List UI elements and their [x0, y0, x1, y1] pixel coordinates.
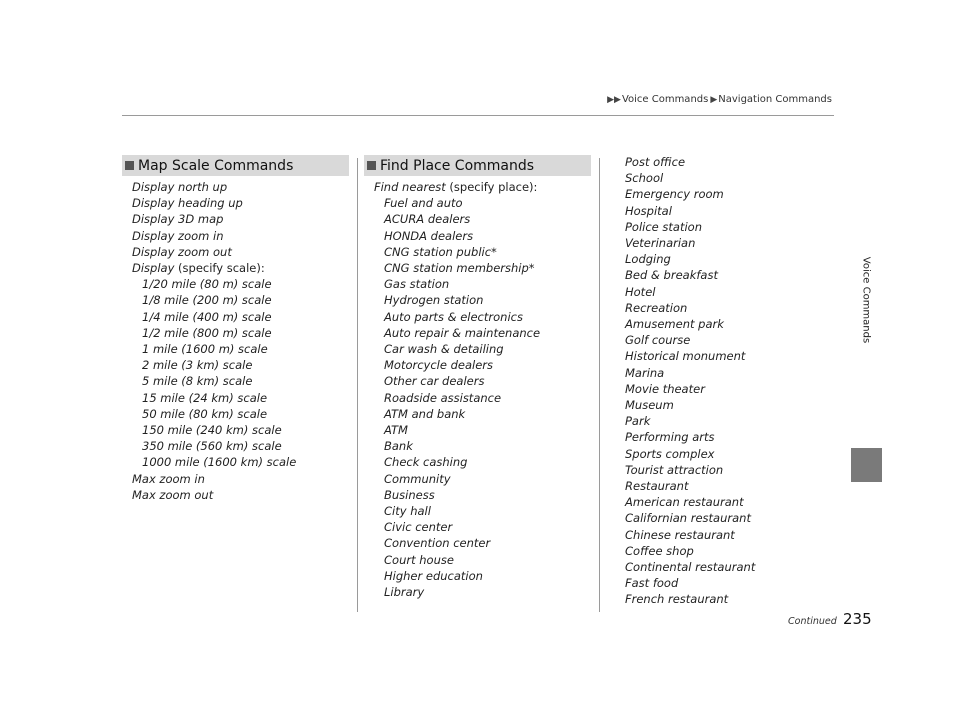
list-item	[625, 300, 755, 316]
command-text: 1/2 mile (800 m) scale	[142, 325, 272, 340]
command-text: Convention center	[384, 536, 491, 551]
list-item	[132, 260, 296, 276]
command-text: City hall	[384, 504, 431, 519]
command-parameter-hint: (specify place):	[445, 180, 538, 194]
command-text: Civic center	[384, 520, 453, 535]
command-text: 2 mile (3 km) scale	[142, 358, 253, 373]
breadcrumb-item-voice-commands[interactable]: Voice Commands	[621, 94, 709, 105]
list-item	[625, 365, 755, 381]
command-text: Californian restaurant	[625, 511, 751, 526]
list-item	[374, 260, 540, 276]
list-item	[132, 195, 296, 211]
list-item	[132, 228, 296, 244]
list-item	[132, 276, 296, 292]
list-item	[374, 422, 540, 438]
command-text: ACURA dealers	[384, 212, 471, 227]
list-item	[625, 203, 755, 219]
command-text: Tourist attraction	[625, 462, 724, 477]
list-item	[625, 154, 755, 170]
list-item	[374, 438, 540, 454]
command-text: Bed & breakfast	[625, 268, 718, 283]
list-item	[625, 381, 755, 397]
command-text: 1 mile (1600 m) scale	[142, 342, 268, 357]
list-item	[132, 373, 296, 389]
list-item	[625, 332, 755, 348]
list-item	[374, 503, 540, 519]
list-item	[132, 292, 296, 308]
list-item	[625, 429, 755, 445]
square-bullet-icon	[125, 161, 134, 170]
list-item	[625, 170, 755, 186]
continued-label: Continued	[788, 616, 837, 627]
list-item	[625, 494, 755, 510]
find-place-commands-heading	[364, 155, 591, 176]
command-text: 5 mile (8 km) scale	[142, 374, 253, 389]
command-text: Chinese restaurant	[625, 527, 735, 542]
list-item	[625, 413, 755, 429]
command-text: Park	[625, 414, 651, 429]
list-item	[625, 267, 755, 283]
list-item	[374, 276, 540, 292]
command-text: 1/4 mile (400 m) scale	[142, 309, 272, 324]
list-item	[625, 186, 755, 202]
command-text: Higher education	[384, 568, 483, 583]
command-text: 15 mile (24 km) scale	[142, 390, 268, 405]
command-text: Bank	[384, 439, 413, 454]
list-item	[374, 471, 540, 487]
list-item	[625, 446, 755, 462]
map-scale-command-list	[132, 179, 296, 503]
command-text: Fuel and auto	[384, 196, 463, 211]
command-text: Court house	[384, 552, 454, 567]
side-tab-marker[interactable]	[851, 448, 882, 482]
command-text: Fast food	[625, 576, 679, 591]
command-text: Auto repair & maintenance	[384, 325, 541, 340]
command-text: Historical monument	[625, 349, 746, 364]
command-text: Display zoom in	[132, 228, 224, 243]
list-item	[132, 341, 296, 357]
side-tab-label: Voice Commands	[860, 256, 872, 344]
command-text: Car wash & detailing	[384, 342, 504, 357]
command-text: HONDA dealers	[384, 228, 474, 243]
list-item	[374, 211, 540, 227]
command-text: American restaurant	[625, 495, 744, 510]
list-item	[374, 584, 540, 600]
list-item	[374, 357, 540, 373]
square-bullet-icon	[367, 161, 376, 170]
command-text: 1000 mile (1600 km) scale	[142, 455, 297, 470]
list-item	[132, 487, 296, 503]
list-item	[625, 527, 755, 543]
command-text: Golf course	[625, 333, 691, 348]
list-item	[625, 316, 755, 332]
column-divider	[599, 158, 600, 612]
list-item	[374, 535, 540, 551]
list-item	[132, 471, 296, 487]
command-text: ATM	[384, 423, 408, 438]
command-text: Auto parts & electronics	[384, 309, 523, 324]
page-number: 235	[843, 610, 872, 628]
list-item	[625, 478, 755, 494]
command-text: Continental restaurant	[625, 560, 756, 575]
list-item	[374, 568, 540, 584]
command-text: 150 mile (240 km) scale	[142, 423, 282, 438]
list-item	[374, 292, 540, 308]
command-text: Police station	[625, 219, 702, 234]
command-text: CNG station membership*	[384, 261, 535, 276]
column-divider	[357, 158, 358, 612]
command-text: School	[625, 171, 664, 186]
command-text: Lodging	[625, 252, 671, 267]
find-place-command-list	[374, 179, 540, 600]
command-text: Recreation	[625, 300, 688, 315]
list-item	[132, 179, 296, 195]
list-item	[132, 454, 296, 470]
command-text: Other car dealers	[384, 374, 485, 389]
command-text: Emergency room	[625, 187, 724, 202]
command-text: 1/20 mile (80 m) scale	[142, 277, 272, 292]
list-item	[374, 373, 540, 389]
command-text: Movie theater	[625, 381, 705, 396]
list-item	[132, 406, 296, 422]
list-item	[132, 422, 296, 438]
command-text: Post office	[625, 155, 686, 169]
map-scale-commands-heading	[122, 155, 349, 176]
command-text: Roadside assistance	[384, 390, 502, 405]
list-item	[625, 543, 755, 559]
breadcrumb-item-navigation-commands[interactable]: Navigation Commands	[718, 94, 832, 105]
command-text: Coffee shop	[625, 543, 694, 558]
breadcrumb-arrow-icon: ▶	[710, 95, 718, 105]
list-item	[374, 228, 540, 244]
list-item	[625, 591, 755, 607]
command-text: Hospital	[625, 203, 672, 218]
header-divider	[122, 115, 834, 116]
command-text: CNG station public*	[384, 244, 497, 259]
list-item	[625, 235, 755, 251]
command-text: Display heading up	[132, 196, 243, 211]
list-item	[625, 219, 755, 235]
list-item	[132, 309, 296, 325]
command-text: 350 mile (560 km) scale	[142, 439, 282, 454]
command-text: Gas station	[384, 277, 450, 292]
command-text: Museum	[625, 398, 674, 413]
command-text: Max zoom in	[132, 471, 205, 486]
command-text: Hydrogen station	[384, 293, 484, 308]
list-item	[132, 438, 296, 454]
list-item	[374, 195, 540, 211]
command-text: Check cashing	[384, 455, 468, 470]
command-text: Sports complex	[625, 446, 715, 461]
list-item	[374, 390, 540, 406]
breadcrumb	[605, 94, 832, 105]
command-text: 1/8 mile (200 m) scale	[142, 293, 272, 308]
list-item	[374, 325, 540, 341]
command-text: Restaurant	[625, 479, 689, 494]
list-item	[374, 341, 540, 357]
command-text: Display	[132, 261, 175, 276]
command-text: Hotel	[625, 284, 656, 299]
command-parameter-hint: (specify scale):	[174, 261, 265, 276]
command-text: French restaurant	[625, 592, 729, 607]
list-item	[374, 454, 540, 470]
breadcrumb-arrow-icon: ▶▶	[607, 95, 621, 105]
command-text: Marina	[625, 365, 665, 380]
list-item	[625, 284, 755, 300]
section-title: Map Scale Commands	[138, 157, 294, 174]
list-item	[625, 559, 755, 575]
list-item	[625, 348, 755, 364]
command-text: Community	[384, 471, 451, 486]
list-item	[374, 487, 540, 503]
list-item	[132, 357, 296, 373]
command-text: Library	[384, 585, 425, 600]
command-text: Display 3D map	[132, 212, 224, 227]
find-place-command-list-continued	[625, 154, 755, 608]
list-item	[132, 244, 296, 260]
command-text: Display zoom out	[132, 244, 232, 259]
command-text: Display north up	[132, 180, 228, 194]
list-item	[132, 325, 296, 341]
command-text: Motorcycle dealers	[384, 358, 494, 373]
command-text: Business	[384, 487, 435, 502]
list-item	[132, 211, 296, 227]
list-item	[625, 510, 755, 526]
command-text: 50 mile (80 km) scale	[142, 406, 268, 421]
list-item	[374, 309, 540, 325]
command-text: Find nearest	[374, 180, 446, 194]
list-item	[374, 244, 540, 260]
list-item	[374, 179, 540, 195]
command-text: ATM and bank	[384, 406, 466, 421]
list-item	[625, 251, 755, 267]
list-item	[374, 406, 540, 422]
list-item	[625, 397, 755, 413]
list-item	[625, 575, 755, 591]
command-text: Veterinarian	[625, 236, 696, 251]
list-item	[374, 552, 540, 568]
list-item	[625, 462, 755, 478]
list-item	[374, 519, 540, 535]
list-item	[132, 390, 296, 406]
command-text: Max zoom out	[132, 487, 214, 502]
section-title: Find Place Commands	[380, 157, 535, 174]
command-text: Amusement park	[625, 317, 724, 332]
command-text: Performing arts	[625, 430, 715, 445]
